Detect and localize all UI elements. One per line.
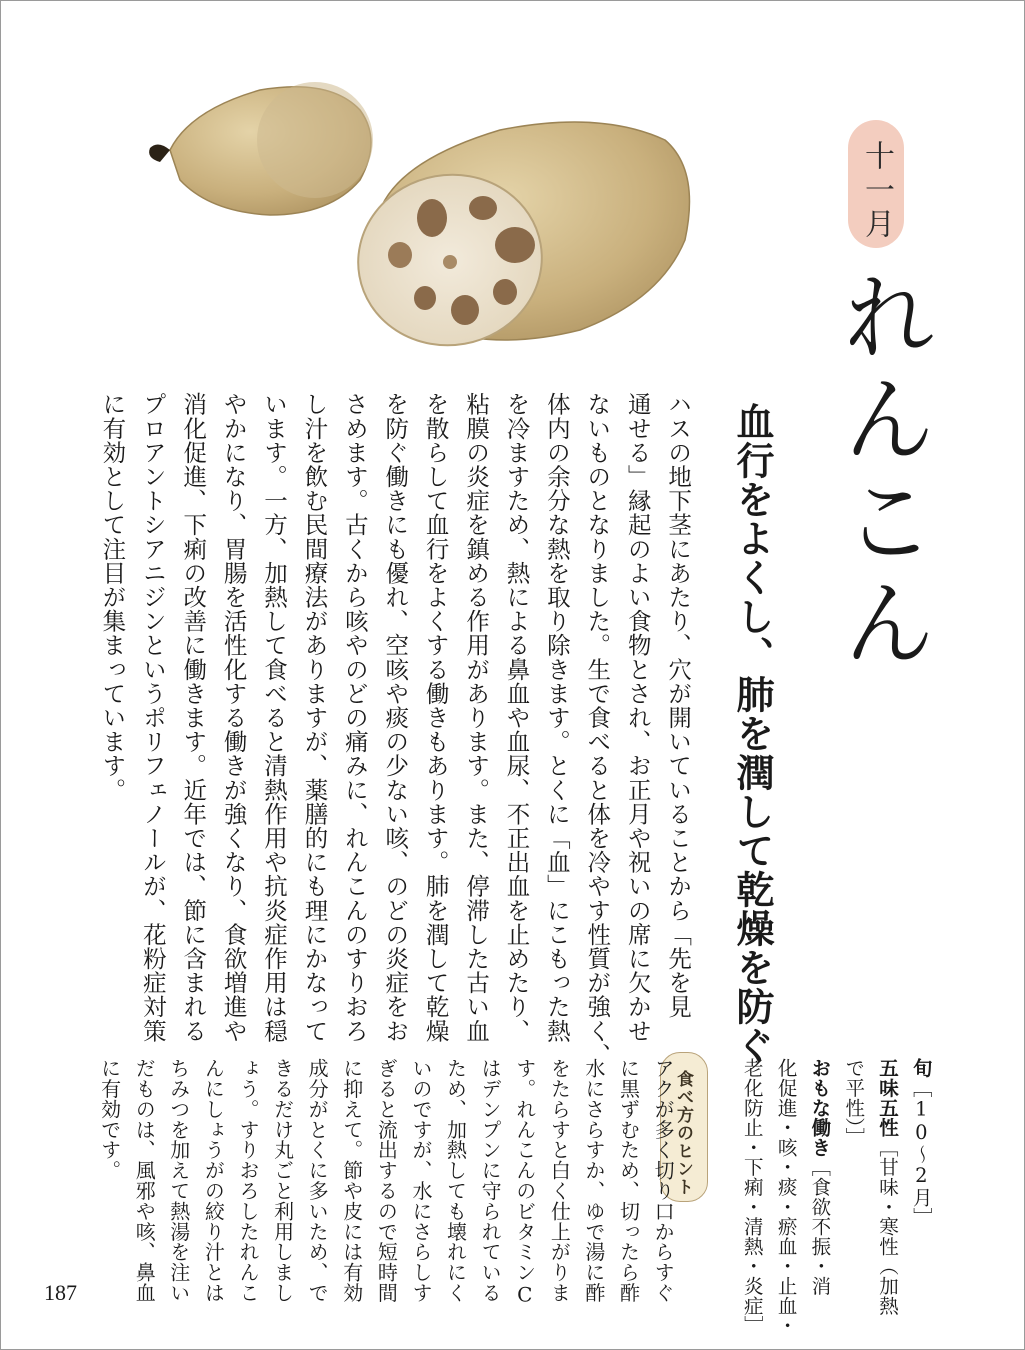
shun-label: 旬 (909, 1058, 933, 1078)
body-text: ハスの地下茎にあたり、穴が開いていることから「先を見 通せる」縁起のよい食物とされ、お正月や祝いの席に欠かせ ないものとなりました。生で食べると体を冷やす性質が強く、 体内の余分な熱を取り除きます。とくに「血」にこもった熱 を冷ますため、熱による鼻血や血尿、不正出血を止めたり、 粘膜の炎症を鎮める作用があります。また、停滞した古い血 を散らして血行をよくする働きもあります。肺を潤して乾燥 を防ぐ働きにも優れ、空咳や痰の少ない咳、のどの炎症をお さめます。古くから咳やのどの痛みに、れんこんのすりおろ し汁を飲む民間療法がありますが、薬膳的にも理にかなって います。一方、加熱して食べると清熱作用や抗炎症作用は穏 やかになり、胃腸を活性化する働きが強くなり、食欲増進や 消化促進、下痢の改善に働きます。近年では、節に含まれる プロアントシアニジンというポリフェノールが、花粉症対策 に有効として注目が集まっています。 (98, 392, 693, 1067)
page-number: 187 (44, 1280, 77, 1305)
hataraki-value: ［食欲不振・消 化促進・咳・痰・瘀血・止血・ 老化防止・下痢・清熱・炎症］ (740, 1058, 832, 1336)
info-block (735, 1058, 938, 1336)
month-label: 十一月 (859, 140, 894, 242)
page-title: れんこん (826, 268, 935, 676)
gomi-label: 五味五性 (875, 1058, 899, 1138)
hint-label: 食べ方のヒント (673, 1070, 693, 1196)
hataraki-label: おもな働き (808, 1058, 832, 1157)
lotus-root-illustration (120, 40, 720, 370)
gomi-value: ［甘味・寒性（加熱 で平性）］ (842, 1058, 899, 1316)
hint-body: アクが多く切り口からすぐ に黒ずむため、切ったら酢 水にさらすか、ゆで湯に酢 をたらすと白く仕上がりま す。れんこんのビタミンC はデンプンに守られている ため、加熱しても壊れにく いのですが、水にさらしす ぎると流出するので短時間 に抑えて。節や皮には有効 成分がとくに多いため、で きるだけ丸ごと利用しまし ょう。すりおろしたれんこ んにしょうがの絞り汁とは ちみつを加えて熱湯を注い だものは、風邪や咳、鼻血 に有効です。 (97, 1058, 676, 1307)
shun-value: ［10～2月］ (909, 1077, 933, 1227)
subtitle: 血行をよくし、肺を潤して乾燥を防ぐ (730, 402, 775, 1065)
